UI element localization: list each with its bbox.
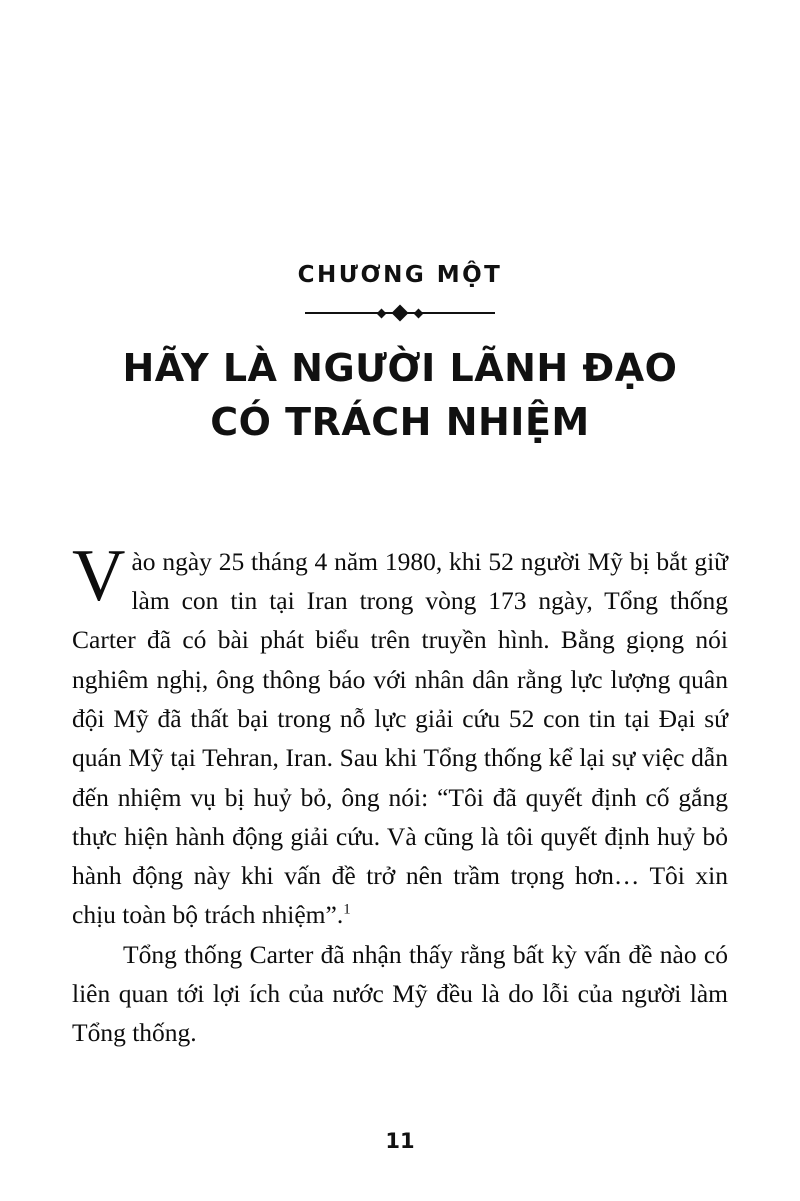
chapter-title-line-1: HÃY LÀ NGƯỜI LÃNH ĐẠO <box>122 346 678 390</box>
footnote-reference: 1 <box>343 901 351 918</box>
body-copy <box>72 534 728 1052</box>
divider-diamond-right <box>414 308 424 318</box>
paragraph-2: Tổng thống Carter đã nhận thấy rằng bất kỳ vấn đề nào có liên quan tới lợi ích của nước Mỹ đều là do lỗi của người làm Tổng thống. <box>72 939 728 1048</box>
divider-diamond-center <box>392 305 409 322</box>
drop-cap: V <box>72 534 126 617</box>
chapter-eyebrow: CHƯƠNG MỘT <box>297 262 503 288</box>
page-title <box>72 342 728 450</box>
diamond-divider-icon <box>305 306 495 320</box>
chapter-header <box>72 0 728 450</box>
paragraph-1 <box>72 534 728 935</box>
paragraph-1-text: ào ngày 25 tháng 4 năm 1980, khi 52 người Mỹ bị bắt giữ làm con tin tại Iran trong vòng 173 ngày, Tổng thống Carter đã có bài phát biểu trên truyền hình. Bằng giọng nói nghiêm nghị, ông thông báo với nhân dân rằng lực lượng quân đội Mỹ đã thất bại trong nỗ lực giải cứu 52 con tin tại Đại sứ quán Mỹ tại Tehran, Iran. Sau khi Tổng thống kể lại sự việc dẫn đến nhiệm vụ bị huỷ bỏ, ông nói: “Tôi đã quyết định cố gắng thực hiện hành động giải cứu. Và cũng là tôi quyết định huỷ bỏ hành động này khi vấn đề trở nên trầm trọng hơn… Tôi xin chịu toàn bộ trách nhiệm”. <box>72 546 728 930</box>
chapter-title-line-2: CÓ TRÁCH NHIỆM <box>210 399 590 444</box>
page-number: 11 <box>385 1129 415 1153</box>
divider-diamond-left <box>377 308 387 318</box>
